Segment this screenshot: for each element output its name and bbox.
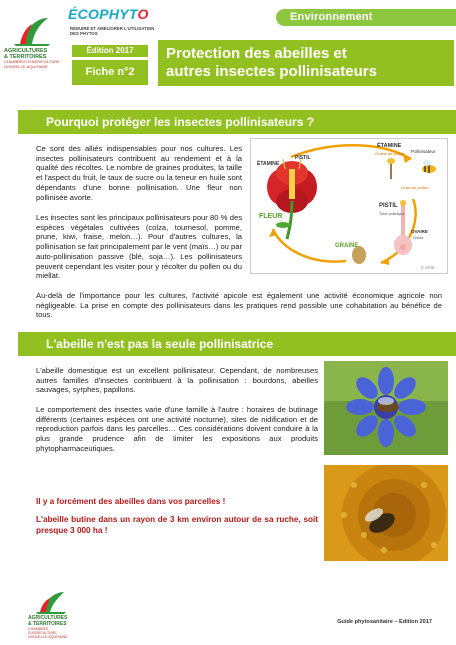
label-grains-pollen: Grains de pollen (375, 151, 405, 156)
section2-paragraph-2: Le comportement des insectes varie d'une famille à l'autre : horaires de butinage différents (certaines espèces ont une activité nocturne), sites de nidification et de reproduction parfois dans les parcelles… Ces considérations doivent conduire à la plus grande prudence afin de limiter les expositions aux produits phytopharmaceutiques. (36, 405, 318, 453)
section-heading-other-pollinators (28, 332, 456, 356)
pollination-cycle-diagram (250, 138, 448, 274)
label-grain-pollen: Grain de pollen (401, 185, 429, 190)
footer-logo-line3: CHAMBRES D'AGRICULTURE (28, 627, 57, 635)
footer-logo-line2: & TERRITOIRES (28, 620, 67, 627)
label-pistil-right: PISTIL (379, 203, 398, 209)
category-banner: Environnement (276, 9, 456, 26)
label-pollinisateur: Pollinisateur (411, 149, 436, 154)
section1-heading-text: Pourquoi protéger les insectes pollinisateurs ? (46, 115, 315, 129)
label-ovule: Ovule (413, 235, 424, 240)
label-etamine-right: ÉTAMINE (377, 143, 402, 149)
label-pistil-left: PISTIL (295, 155, 311, 161)
title-line2: autres insectes pollinisateurs (166, 63, 377, 80)
footer-logo-text (28, 616, 78, 639)
label-tube-pollinique: Tube pollinique (379, 212, 405, 216)
label-ovaire: OVAIRE (411, 229, 428, 234)
ecophyto-name-a: ÉCOPHYT (68, 6, 138, 22)
section1-paragraph-3: Au-delà de l'importance pour les cultures, l'activité apicole est également une activité économique agricole non négligeable. La prise en compte des pollinisateurs dans les pratiques rend possible une cohabitation au bénéfice de tous. (36, 291, 442, 320)
bee-on-cornflower-photo (324, 361, 448, 455)
chambre-agriculture-logo (4, 14, 62, 82)
label-etamine-left: ÉTAMINE (257, 161, 280, 167)
highlight-foraging-radius: L'abeille butine dans un rayon de 3 km environ autour de sa ruche, soit presque 3 000 ha ! (36, 515, 318, 535)
ecophyto-name-b: O (137, 6, 149, 22)
label-graine: GRAINE (335, 243, 359, 249)
footer-logo-line4: NOUVELLE-AQUITAINE (28, 635, 68, 639)
logo-line4: NOUVELLE-AQUITAINE (4, 63, 48, 69)
section2-paragraph-1: L'abeille domestique est un excellent pollinisateur. Cependant, de nombreuses autres familles d'insectes contribuent à la pollinisation : bourdons, abeilles sauvages, syrphes, papillons. (36, 366, 318, 395)
label-fleur: FLEUR (259, 213, 283, 220)
bee-on-sunflower-photo (324, 465, 448, 561)
section-marker (18, 332, 28, 356)
ecophyto-tagline: RÉDUIRE ET AMÉLIORER L'UTILISATION DES PHYTOS (70, 26, 155, 36)
figure-credit: © OPIE (421, 265, 435, 270)
section1-paragraph-1: Ce sont des alliés indispensables pour nos cultures. Les insectes pollinisateurs contribuent au rendement et à la qualité des récoltes. Le nombre de graines produites, la taille et l'aspect du fruit, le taux de sucre ou la teneur en huile sont dépendants d'une bonne pollinisation. Une fleur non pollinisée avorte. (36, 144, 242, 202)
section1-paragraph-2: Les insectes sont les principaux pollinisateurs pour 80 % des espèces végétales cultivées (colza, tournesol, pomme, prune, kiwi, fraise, melon…). Pour d'autres cultures, la pollinisation se fait principalement par le vent (maïs…) ou par auto-pollinisation passive (blé, soja…). Les pollinisateurs peuvent cependant les visiter pour y récolter du pollen ou du miellat. (36, 213, 242, 281)
logo-line2: & TERRITOIRES (4, 54, 47, 60)
section2-heading-text: L'abeille n'est pas la seule pollinisatrice (46, 337, 274, 351)
footer-guide-text: Guide phytosanitaire – Edition 2017 (337, 619, 432, 625)
ecophyto-logo (68, 6, 156, 42)
logo-line1: AGRICULTURES (4, 48, 48, 54)
footer-logo-line1: AGRICULTURES (28, 615, 68, 621)
section-marker (18, 110, 28, 134)
page-title (158, 40, 454, 86)
fiche-number: Fiche n°2 (72, 60, 148, 85)
logo-line3: CHAMBRES D'AGRICULTURE (4, 59, 60, 64)
section-heading-why (28, 110, 456, 134)
edition-label: Édition 2017 (72, 45, 148, 57)
title-line1: Protection des abeilles et (166, 45, 347, 62)
highlight-bees-present: Il y a forcément des abeilles dans vos parcelles ! (36, 497, 226, 506)
